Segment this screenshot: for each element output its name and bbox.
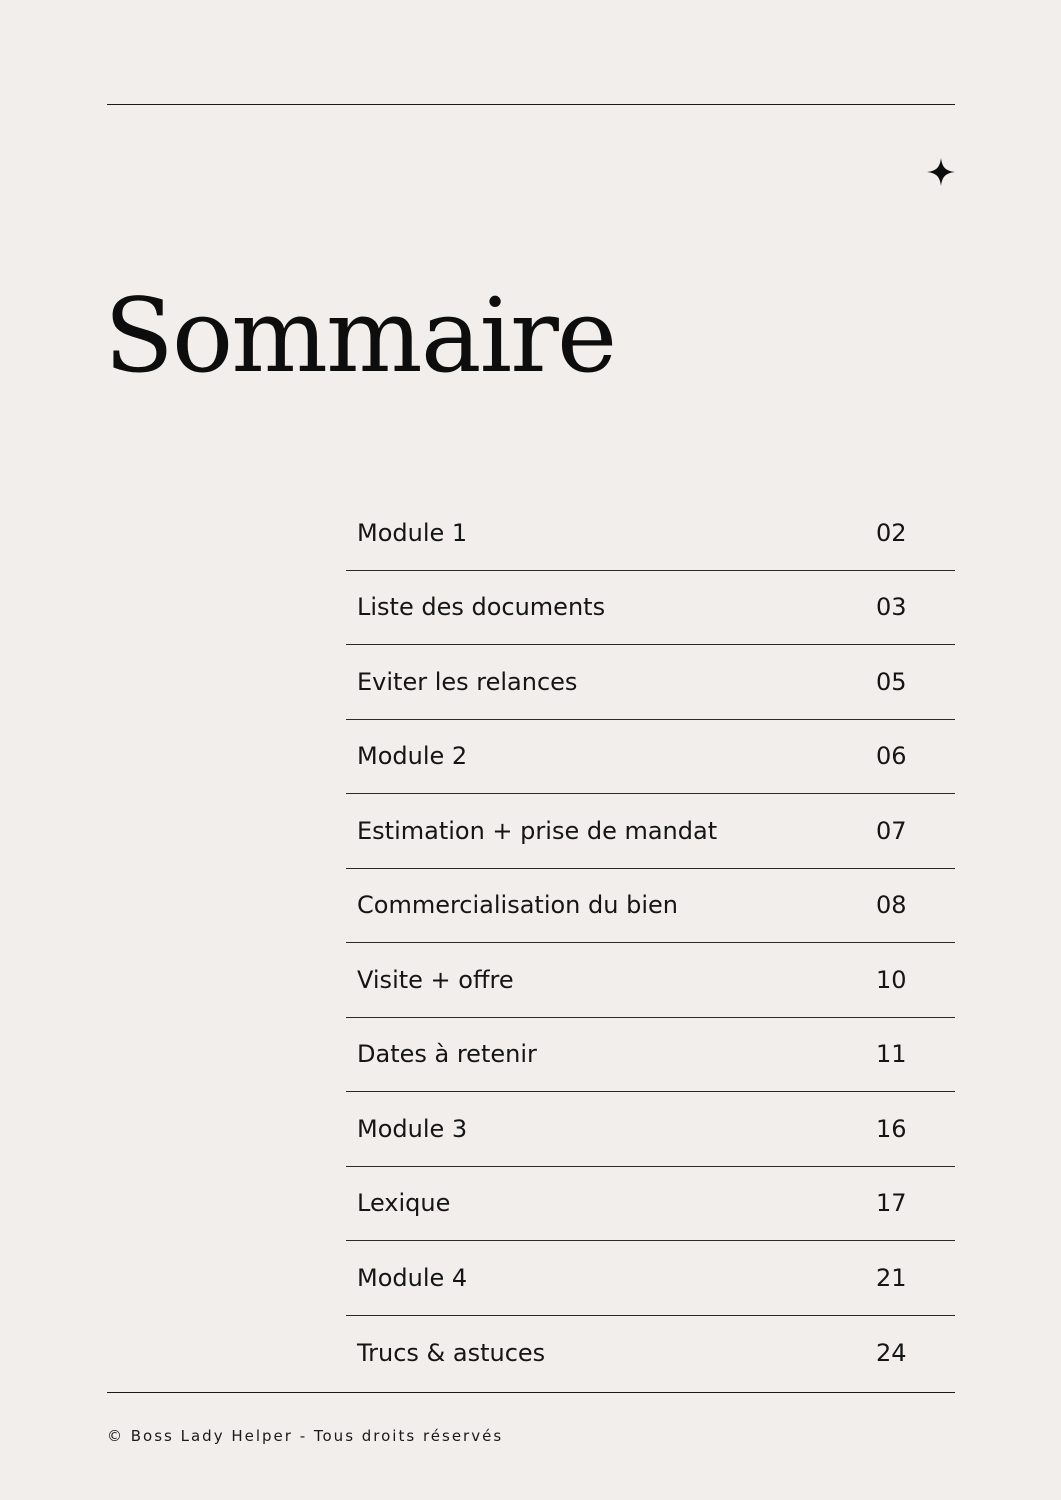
toc-entry-label: Module 4 bbox=[357, 1263, 468, 1292]
toc-entry-label: Eviter les relances bbox=[357, 667, 578, 696]
toc-row[interactable] bbox=[346, 794, 955, 869]
toc-page-number: 11 bbox=[876, 1040, 907, 1069]
toc-row[interactable] bbox=[346, 1316, 955, 1391]
toc-page-number: 03 bbox=[876, 593, 907, 622]
toc-page-number: 02 bbox=[876, 518, 907, 547]
bottom-divider bbox=[107, 1392, 955, 1393]
toc-entry-label: Module 1 bbox=[357, 518, 468, 547]
toc-entry-label: Visite + offre bbox=[357, 965, 514, 994]
toc-entry-label: Module 2 bbox=[357, 742, 468, 771]
toc-row[interactable] bbox=[346, 1167, 955, 1242]
toc-page-number: 05 bbox=[876, 667, 907, 696]
toc-page-number: 08 bbox=[876, 891, 907, 920]
four-point-star-icon bbox=[927, 158, 955, 186]
toc-entry-label: Lexique bbox=[357, 1189, 451, 1218]
toc-page-number: 07 bbox=[876, 816, 907, 845]
toc-row[interactable] bbox=[346, 571, 955, 646]
toc-page-number: 16 bbox=[876, 1114, 907, 1143]
toc-entry-label: Trucs & astuces bbox=[357, 1338, 546, 1367]
toc-page-number: 17 bbox=[876, 1189, 907, 1218]
page-title: Sommaire bbox=[104, 277, 616, 396]
toc-entry-label: Commercialisation du bien bbox=[357, 891, 678, 920]
top-divider bbox=[107, 104, 955, 105]
copyright-footer: © Boss Lady Helper - Tous droits réservés bbox=[107, 1427, 504, 1445]
toc-page-number: 21 bbox=[876, 1263, 907, 1292]
toc-entry-label: Dates à retenir bbox=[357, 1040, 537, 1069]
toc-row[interactable] bbox=[346, 1018, 955, 1093]
toc-entry-label: Module 3 bbox=[357, 1114, 468, 1143]
toc-row[interactable] bbox=[346, 496, 955, 571]
toc-page-number: 10 bbox=[876, 965, 907, 994]
toc-page-number: 06 bbox=[876, 742, 907, 771]
toc-entry-label: Liste des documents bbox=[357, 593, 606, 622]
toc-entry-label: Estimation + prise de mandat bbox=[357, 816, 718, 845]
toc-row[interactable] bbox=[346, 943, 955, 1018]
toc-row[interactable] bbox=[346, 645, 955, 720]
table-of-contents bbox=[346, 496, 955, 1390]
toc-row[interactable] bbox=[346, 720, 955, 795]
toc-row[interactable] bbox=[346, 1092, 955, 1167]
toc-page-number: 24 bbox=[876, 1338, 907, 1367]
toc-row[interactable] bbox=[346, 869, 955, 944]
toc-row[interactable] bbox=[346, 1241, 955, 1316]
